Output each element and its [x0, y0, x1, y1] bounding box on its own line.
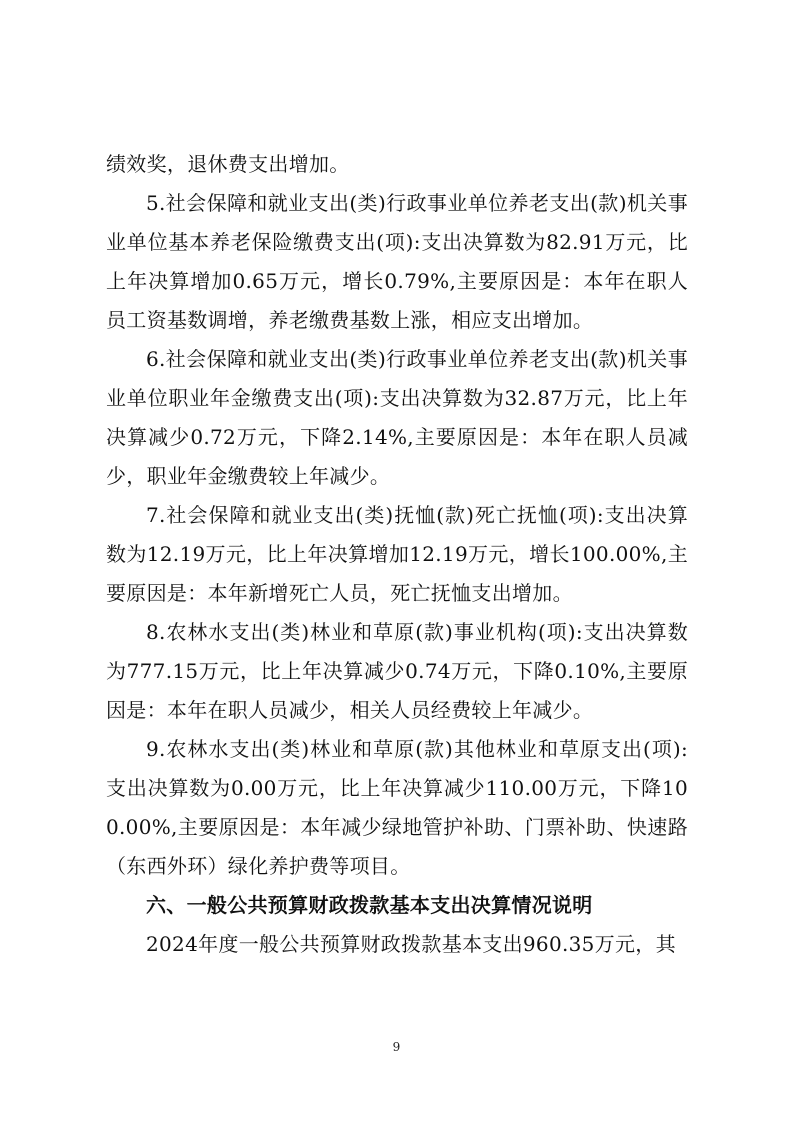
paragraph-item-8: 8.农林水支出(类)林业和草原(款)事业机构(项):支出决算数为777.15万元，比上年决算减少0.74万元，下降0.10%,主要原因是：本年在职人员减少，相关人员经费较上年减少。	[106, 620, 688, 722]
paragraph-item-7: 7.社会保障和就业支出(类)抚恤(款)死亡抚恤(项):支出决算数为12.19万元，比上年决算增加12.19万元，增长100.00%,主要原因是：本年新增死亡人员，死亡抚恤支出增加。	[106, 503, 688, 605]
paragraph-continuation: 绩效奖，退休费支出增加。	[106, 152, 350, 176]
paragraph-item-5: 5.社会保障和就业支出(类)行政事业单位养老支出(款)机关事业单位基本养老保险缴费支出(项):支出决算数为82.91万元，比上年决算增加0.65万元，增长0.79%,主要原因是：本年在职人员工资基数调增，养老缴费基数上涨，相应支出增加。	[106, 191, 688, 332]
paragraph-basic-expenditure: 2024年度一般公共预算财政拨款基本支出960.35万元，其	[146, 932, 676, 956]
paragraph-item-6: 6.社会保障和就业支出(类)行政事业单位养老支出(款)机关事业单位职业年金缴费支出(项):支出决算数为32.87万元，比上年决算减少0.72万元，下降2.14%,主要原因是：本年在职人员减少，职业年金缴费较上年减少。	[106, 347, 688, 488]
document-body	[106, 145, 688, 964]
section-heading: 六、一般公共预算财政拨款基本支出决算情况说明	[146, 893, 593, 917]
page-number: 9	[392, 1040, 401, 1054]
paragraph-item-9: 9.农林水支出(类)林业和草原(款)其他林业和草原支出(项):支出决算数为0.00万元，比上年决算减少110.00万元，下降100.00%,主要原因是：本年减少绿地管护补助、门票补助、快速路（东西外环）绿化养护费等项目。	[106, 737, 688, 878]
